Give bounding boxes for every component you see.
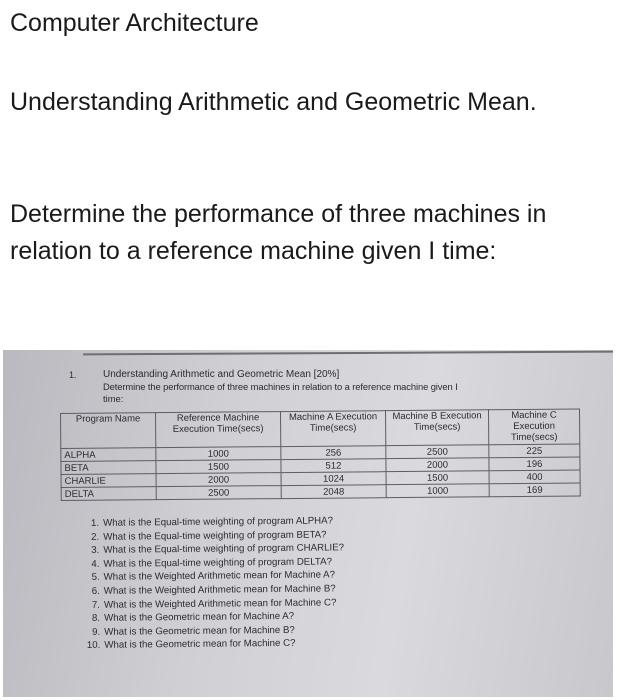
machine-b-time: 2500 [386, 445, 489, 459]
machine-c-time: 196 [489, 457, 580, 471]
question-index: 10. [86, 640, 101, 652]
question-text: What is the Equal-time weighting of program DELTA? [103, 556, 333, 570]
execution-time-table [60, 408, 581, 501]
question-text: What is the Equal-time weighting of program BETA? [103, 529, 327, 543]
question-text: What is the Geometric mean for Machine C? [104, 638, 296, 652]
worksheet-instruction: Determine the performance of three machines in relation to a reference machine given I [103, 381, 458, 392]
question-text: What is the Weighted Arithmetic mean for Machine B? [103, 583, 336, 597]
question-index: 2. [91, 531, 100, 543]
worksheet-title: Understanding Arithmetic and Geometric Mean [20%] [103, 369, 340, 380]
question-text: What is the Weighted Arithmetic mean for Machine C? [103, 596, 337, 611]
worksheet-instruction-cont: time: [103, 393, 124, 404]
machine-c-time: 225 [489, 444, 580, 458]
machine-c-time: 400 [489, 470, 580, 484]
question-index: 1. [90, 517, 100, 529]
list-item [86, 596, 345, 612]
program-name: CHARLIE [61, 474, 156, 488]
reference-time: 2000 [156, 473, 281, 487]
machine-b-time: 1500 [386, 471, 489, 485]
question-index: 3. [91, 545, 100, 557]
question-text: What is the Geometric mean for Machine A? [104, 610, 295, 624]
question-text: What is the Geometric mean for Machine B? [104, 624, 295, 638]
question-index: 6. [91, 585, 100, 597]
question-index: 7. [91, 599, 100, 611]
question-index: 9. [92, 626, 101, 638]
question-text: What is the Equal-time weighting of program ALPHA? [103, 515, 334, 529]
question-text: What is the Equal-time weighting of program CHARLIE? [103, 542, 345, 556]
machine-a-time: 512 [281, 459, 386, 473]
header-machine-a: Machine A Execution Time(secs) [280, 411, 385, 447]
question-index: 8. [91, 613, 101, 625]
header-program-name: Program Name [61, 413, 156, 449]
question-text: What is the Weighted Arithmetic mean for Machine A? [103, 569, 336, 584]
table-header-row [61, 409, 580, 449]
header-reference-machine: Reference Machine Execution Time(secs) [156, 412, 281, 448]
question-list [85, 514, 345, 653]
reference-time: 1000 [156, 447, 281, 461]
machine-b-time: 1000 [386, 484, 489, 498]
reference-time: 1500 [156, 460, 281, 474]
photo-top-rule [83, 351, 613, 356]
description: Determine the performance of three machines in relation to a reference machine given I time: [10, 200, 547, 265]
machine-a-time: 1024 [281, 472, 386, 486]
question-index: 5. [91, 572, 100, 584]
machine-a-time: 256 [281, 446, 386, 460]
page-title: Computer Architecture [10, 9, 259, 37]
reference-time: 2500 [156, 486, 281, 500]
program-name: DELTA [61, 487, 156, 501]
subtitle: Understanding Arithmetic and Geometric Mean. [10, 88, 537, 116]
header-machine-b: Machine B Execution Time(secs) [385, 410, 488, 446]
worksheet-photo [3, 350, 613, 697]
machine-b-time: 2000 [386, 458, 489, 472]
question-index: 4. [91, 558, 100, 570]
list-item [86, 637, 345, 653]
header-machine-c: Machine C Execution Time(secs) [488, 409, 579, 445]
machine-a-time: 2048 [281, 485, 386, 499]
program-name: ALPHA [61, 448, 156, 462]
machine-c-time: 169 [489, 483, 580, 497]
program-name: BETA [61, 461, 156, 475]
question-number: 1. [69, 370, 77, 380]
